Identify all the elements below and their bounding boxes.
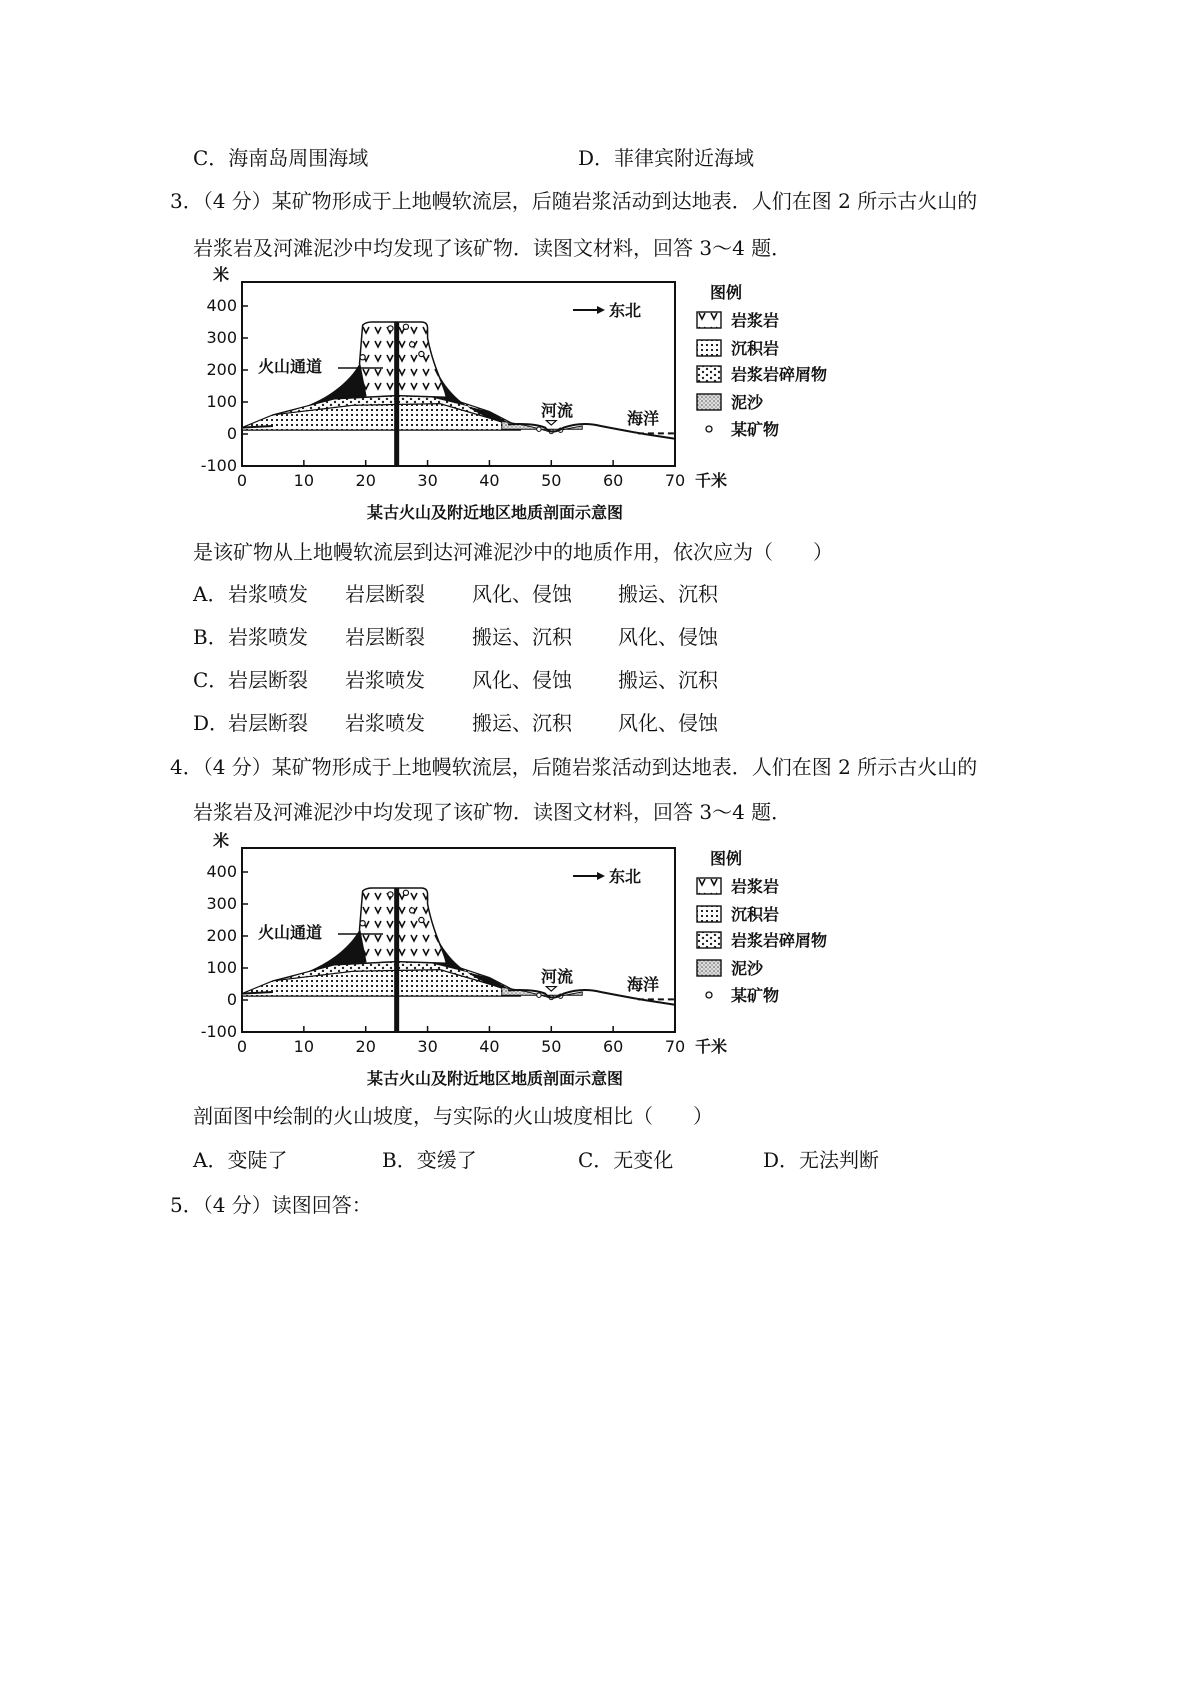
option-c-top: C．海南岛周围海域 (193, 146, 369, 170)
q4-option-a[interactable]: A．变陡了 (193, 1148, 288, 1172)
x-axis-unit: 千米 (695, 1037, 728, 1056)
mineral-dot (419, 351, 424, 356)
label-river: 河流 (540, 401, 574, 420)
label-river: 河流 (540, 967, 574, 986)
option-letter: B． (193, 625, 228, 649)
q3-d-item3: 搬运、沉积 (472, 711, 572, 735)
q3-d-item2: 岩浆喷发 (345, 711, 425, 735)
q4-geologic-figure (200, 831, 935, 1104)
x-tick-label: 0 (236, 471, 248, 490)
option-d-top: D．菲律宾附近海域 (578, 146, 755, 170)
legend-swatch-sedimentary-rock (697, 340, 721, 356)
y-tick-label: 100 (206, 392, 237, 411)
x-tick-label: 70 (664, 1037, 686, 1056)
y-tick-label: 300 (206, 894, 237, 913)
x-axis-unit: 千米 (695, 471, 728, 490)
legend-label: 泥沙 (731, 959, 764, 978)
mineral-dot (388, 326, 393, 331)
volcanic-conduit (394, 888, 399, 1032)
mineral-dot (403, 890, 408, 895)
legend-mineral-icon (706, 426, 712, 432)
legend-swatch-mud (697, 960, 721, 976)
legend-label: 岩浆岩碎屑物 (731, 365, 828, 384)
legend-title: 图例 (710, 283, 743, 302)
label-volcanic-conduit: 火山通道 (258, 357, 323, 376)
mineral-dot (403, 324, 408, 329)
mineral-dot (537, 427, 541, 431)
legend-label: 岩浆岩碎屑物 (731, 931, 828, 950)
mineral-dot (388, 892, 393, 897)
x-tick-label: 20 (355, 1037, 376, 1056)
mineral-dot (410, 908, 415, 913)
y-tick-label: 400 (206, 296, 237, 315)
legend-mineral-icon (706, 992, 712, 998)
q3-option-a[interactable] (193, 582, 227, 606)
y-tick-label: 100 (206, 958, 237, 977)
figure-caption: 某古火山及附近地区地质剖面示意图 (366, 1069, 624, 1088)
legend-swatch-magma-debris (697, 932, 721, 948)
x-tick-label: 0 (236, 1037, 248, 1056)
q3-option-b[interactable] (193, 625, 228, 649)
option-letter: D． (193, 711, 230, 735)
q3-b-item4: 风化、侵蚀 (618, 625, 718, 649)
legend-label: 某矿物 (731, 986, 780, 1005)
y-tick-label: 200 (206, 926, 237, 945)
y-tick-label: -100 (200, 1022, 237, 1041)
q3-a-item4: 搬运、沉积 (618, 582, 718, 606)
x-tick-label: 30 (417, 471, 438, 490)
y-axis-unit: 米 (213, 265, 230, 284)
legend-title: 图例 (710, 849, 743, 868)
q4-question: 剖面图中绘制的火山坡度，与实际的火山坡度相比（ ） (193, 1104, 713, 1128)
label-direction: 东北 (609, 867, 642, 886)
y-tick-label: 0 (226, 990, 237, 1009)
x-tick-label: 60 (602, 1037, 624, 1056)
q4-stem-line2: 岩浆岩及河滩泥沙中均发现了该矿物．读图文材料，回答 3～4 题． (193, 800, 792, 824)
y-tick-label: 400 (206, 862, 237, 881)
q3-b-item1: 岩浆喷发 (228, 625, 308, 649)
mineral-dot (537, 993, 541, 997)
x-tick-label: 30 (417, 1037, 438, 1056)
y-tick-label: 300 (206, 328, 237, 347)
x-tick-label: 20 (355, 471, 376, 490)
label-ocean: 海洋 (626, 409, 660, 428)
legend-label: 岩浆岩 (731, 311, 780, 330)
legend-label: 沉积岩 (731, 905, 780, 924)
q3-b-item2: 岩层断裂 (345, 625, 425, 649)
x-tick-label: 40 (479, 1037, 500, 1056)
y-tick-label: 0 (226, 424, 237, 443)
q3-option-d[interactable] (193, 711, 229, 735)
q3-stem-line1: 3．（4 分）某矿物形成于上地幔软流层，后随岩浆活动到达地表．人们在图 2 所示古火山的 (170, 189, 978, 213)
q3-a-item1: 岩浆喷发 (228, 582, 308, 606)
label-direction: 东北 (609, 301, 642, 320)
legend-label: 沉积岩 (731, 339, 780, 358)
x-tick-label: 70 (664, 471, 686, 490)
x-tick-label: 60 (602, 471, 624, 490)
legend-swatch-magma-rock (697, 312, 721, 328)
q3-option-c[interactable] (193, 668, 228, 692)
q4-option-d[interactable]: D．无法判断 (763, 1148, 880, 1172)
legend-swatch-magma-debris (697, 366, 721, 382)
mineral-dot (419, 917, 424, 922)
figure-caption: 某古火山及附近地区地质剖面示意图 (366, 503, 624, 522)
q4-option-b[interactable]: B．变缓了 (382, 1148, 477, 1172)
legend-swatch-mud (697, 394, 721, 410)
q5-stem: 5．（4 分）读图回答： (170, 1193, 372, 1217)
q3-question: 是该矿物从上地幔软流层到达河滩泥沙中的地质作用，依次应为（ ） (193, 540, 833, 564)
label-ocean: 海洋 (626, 975, 660, 994)
q3-c-item4: 搬运、沉积 (618, 668, 718, 692)
q3-stem-line2: 岩浆岩及河滩泥沙中均发现了该矿物．读图文材料，回答 3～4 题． (193, 236, 792, 260)
legend-label: 泥沙 (731, 393, 764, 412)
q4-option-c[interactable]: C．无变化 (578, 1148, 674, 1172)
x-tick-label: 10 (293, 1037, 315, 1056)
legend-label: 某矿物 (731, 420, 780, 439)
y-tick-label: -100 (200, 456, 237, 475)
x-tick-label: 50 (541, 1037, 562, 1056)
x-tick-label: 50 (541, 471, 562, 490)
x-tick-label: 40 (479, 471, 500, 490)
q4-stem-line1: 4．（4 分）某矿物形成于上地幔软流层，后随岩浆活动到达地表．人们在图 2 所示古火山的 (170, 755, 978, 779)
q3-d-item4: 风化、侵蚀 (618, 711, 718, 735)
q3-b-item3: 搬运、沉积 (472, 625, 572, 649)
legend-swatch-magma-rock (697, 878, 721, 894)
q3-c-item3: 风化、侵蚀 (472, 668, 572, 692)
option-letter: A． (193, 582, 228, 606)
option-letter: C． (193, 668, 229, 692)
legend-swatch-sedimentary-rock (697, 906, 721, 922)
q3-a-item3: 风化、侵蚀 (472, 582, 572, 606)
x-tick-label: 10 (293, 471, 315, 490)
mineral-dot (410, 342, 415, 347)
volcanic-conduit (394, 322, 399, 466)
q3-c-item2: 岩浆喷发 (345, 668, 425, 692)
mineral-dot (360, 921, 365, 926)
label-volcanic-conduit: 火山通道 (258, 923, 323, 942)
q3-c-item1: 岩层断裂 (228, 668, 308, 692)
y-tick-label: 200 (206, 360, 237, 379)
q3-a-item2: 岩层断裂 (345, 582, 425, 606)
mineral-dot (360, 355, 365, 360)
q3-d-item1: 岩层断裂 (228, 711, 308, 735)
y-axis-unit: 米 (213, 831, 230, 850)
legend-label: 岩浆岩 (731, 877, 780, 896)
q3-geologic-figure (200, 265, 935, 538)
